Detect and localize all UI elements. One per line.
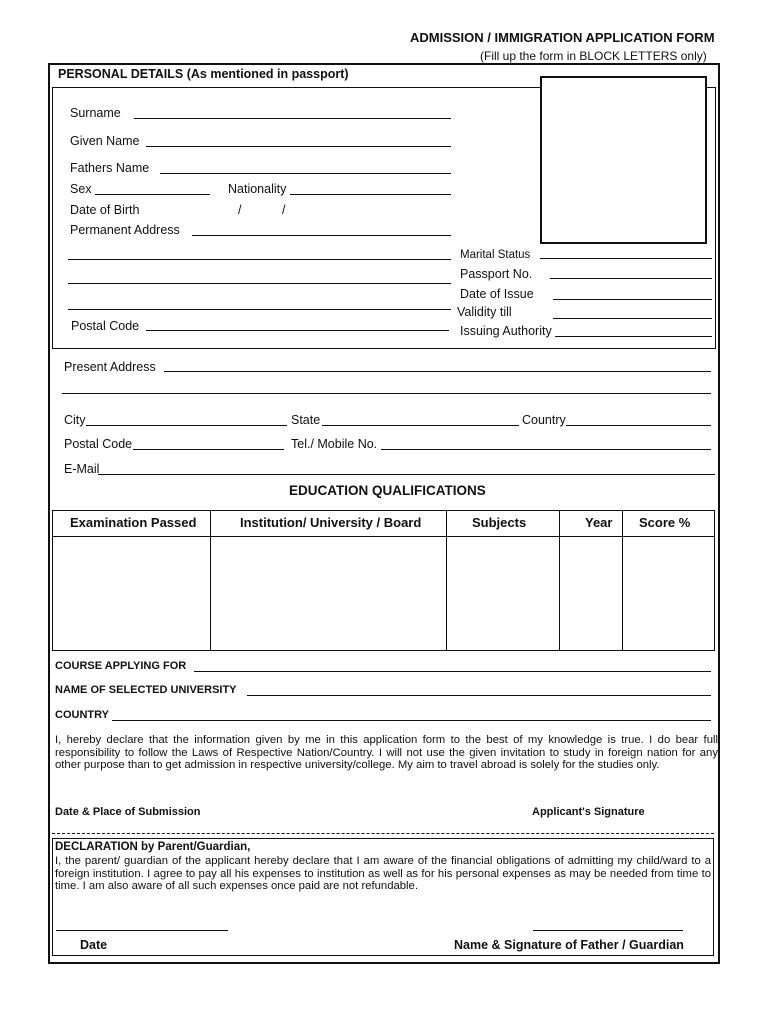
postal-code-field[interactable] xyxy=(146,330,449,331)
present-postal-code-label: Postal Code xyxy=(64,437,133,451)
state-label: State xyxy=(291,413,321,427)
nationality-label: Nationality xyxy=(228,182,287,196)
country-label: Country xyxy=(522,413,566,427)
form-subtitle: (Fill up the form in BLOCK LETTERS only) xyxy=(480,49,707,63)
sex-field[interactable] xyxy=(95,194,210,195)
col-year: Year xyxy=(585,515,613,530)
cell-year[interactable] xyxy=(560,537,621,650)
col-score: Score % xyxy=(639,515,691,530)
date-of-issue-label: Date of Issue xyxy=(460,287,534,301)
col-examination-passed: Examination Passed xyxy=(70,515,197,530)
col-subjects: Subjects xyxy=(472,515,527,530)
permanent-address-label: Permanent Address xyxy=(70,223,180,237)
present-address-label: Present Address xyxy=(64,360,156,374)
guardian-declaration-text: I, the parent/ guardian of the applicant hereby declare that I am aware of the financial obligations of admitting my child/ward to a foreign institution. I agree to pay all his expenses to institution as well as for his personal expenses as may be needed from time to time. I am also aware of all such expenses once paid are not refundable. xyxy=(55,855,711,892)
dob-separator-1: / xyxy=(238,203,242,217)
validity-till-field[interactable] xyxy=(553,318,712,319)
date-place-submission-label: Date & Place of Submission xyxy=(55,806,201,818)
city-label: City xyxy=(64,413,86,427)
course-country-label: COUNTRY xyxy=(55,709,109,721)
present-postal-code-field[interactable] xyxy=(133,449,284,450)
cell-examination-passed[interactable] xyxy=(53,537,209,650)
permanent-address-field-2[interactable] xyxy=(68,259,451,260)
date-of-issue-field[interactable] xyxy=(553,299,712,300)
selected-university-label: NAME OF SELECTED UNIVERSITY xyxy=(55,684,237,696)
cell-score[interactable] xyxy=(623,537,714,650)
guardian-declaration-heading: DECLARATION by Parent/Guardian, xyxy=(55,841,251,853)
selected-university-field[interactable] xyxy=(247,695,711,696)
course-applying-label: COURSE APPLYING FOR xyxy=(55,660,187,672)
tel-mobile-field[interactable] xyxy=(381,449,711,450)
nationality-field[interactable] xyxy=(290,194,451,195)
cell-subjects[interactable] xyxy=(447,537,558,650)
photo-box[interactable] xyxy=(540,76,707,244)
state-field[interactable] xyxy=(322,425,519,426)
surname-label: Surname xyxy=(70,106,121,120)
guardian-date-label: Date xyxy=(80,938,108,952)
permanent-address-field-4[interactable] xyxy=(68,309,451,310)
course-applying-field[interactable] xyxy=(194,671,711,672)
given-name-field[interactable] xyxy=(146,146,451,147)
present-address-field-1[interactable] xyxy=(164,371,711,372)
validity-till-label: Validity till xyxy=(457,305,512,319)
permanent-address-field-1[interactable] xyxy=(192,235,451,236)
marital-status-label: Marital Status xyxy=(460,249,531,261)
dob-separator-2: / xyxy=(282,203,286,217)
present-address-field-2[interactable] xyxy=(62,393,711,394)
email-label: E-Mail xyxy=(64,462,100,476)
fathers-name-label: Fathers Name xyxy=(70,161,150,175)
passport-no-label: Passport No. xyxy=(460,267,533,281)
applicant-declaration-text: I, hereby declare that the information given by me in this application form to the best of my knowledge is true. I do bear full responsibility to follow the Laws of Respective Nation/Country. I will not use the given invitation to study in foreign nation for any other purpose than to get admission in respective university/college. My aim to travel abroad is solely for the studies only. xyxy=(55,734,718,771)
course-country-field[interactable] xyxy=(112,720,711,721)
given-name-label: Given Name xyxy=(70,134,140,148)
country-field[interactable] xyxy=(566,425,711,426)
sex-label: Sex xyxy=(70,182,92,196)
issuing-authority-field[interactable] xyxy=(555,336,712,337)
postal-code-label: Postal Code xyxy=(71,319,140,333)
permanent-address-field-3[interactable] xyxy=(68,283,451,284)
city-field[interactable] xyxy=(86,425,287,426)
col-institution: Institution/ University / Board xyxy=(240,515,422,530)
passport-no-field[interactable] xyxy=(550,278,712,279)
marital-status-field[interactable] xyxy=(540,258,712,259)
personal-details-heading: PERSONAL DETAILS (As mentioned in passport) xyxy=(58,67,349,81)
dob-label: Date of Birth xyxy=(70,203,140,217)
tel-mobile-label: Tel./ Mobile No. xyxy=(291,437,378,451)
surname-field[interactable] xyxy=(134,118,451,119)
email-field[interactable] xyxy=(98,474,715,475)
cell-institution[interactable] xyxy=(211,537,445,650)
dashed-separator xyxy=(52,833,714,834)
guardian-date-field[interactable] xyxy=(56,930,228,931)
form-title: ADMISSION / IMMIGRATION APPLICATION FORM xyxy=(410,30,715,45)
guardian-signature-field[interactable] xyxy=(533,930,683,931)
fathers-name-field[interactable] xyxy=(160,173,451,174)
guardian-signature-label: Name & Signature of Father / Guardian xyxy=(454,938,684,952)
applicant-signature-label: Applicant's Signature xyxy=(532,806,645,818)
issuing-authority-label: Issuing Authority xyxy=(460,324,552,338)
education-heading: EDUCATION QUALIFICATIONS xyxy=(289,483,486,498)
